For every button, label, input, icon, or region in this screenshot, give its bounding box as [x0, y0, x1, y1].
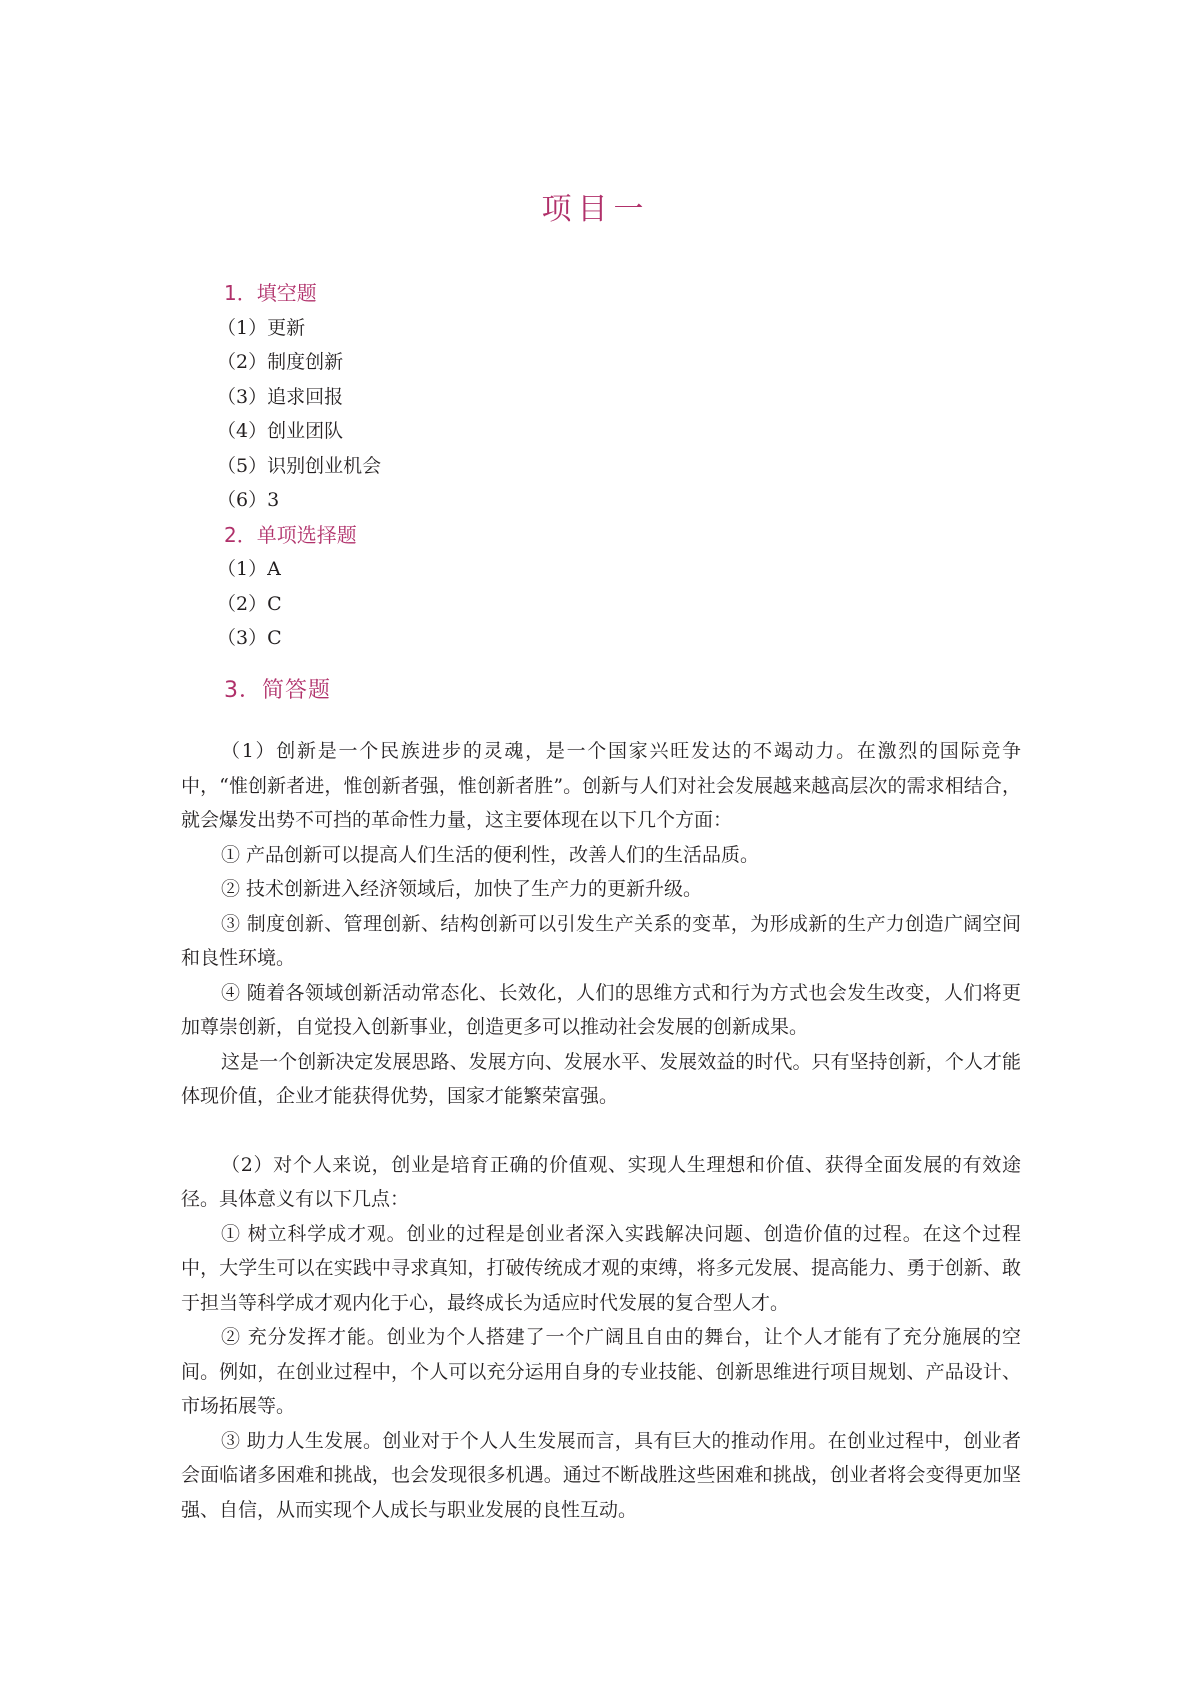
paragraph: ② 技术创新进入经济领域后，加快了生产力的更新升级。	[221, 878, 703, 900]
section-heading-fill-blank: 1．填空题	[224, 281, 317, 305]
page-title: 项目一	[541, 192, 650, 227]
list-item: （1）A	[217, 558, 281, 580]
short-answer-2	[181, 1148, 1021, 1528]
list-item: （5）识别创业机会	[217, 454, 382, 477]
list-item: （1）更新	[217, 316, 306, 339]
paragraph: ① 树立科学成才观。创业的过程是创业者深入实践解决问题、创造价值的过程。在这个过程中，大学生可以在实践中寻求真知，打破传统成才观的束缚，将多元发展、提高能力、勇于创新、敢于担当等科学成才观内化于心，最终成长为适应时代发展的复合型人才。	[181, 1222, 1021, 1314]
paragraph: ④ 随着各领域创新活动常态化、长效化，人们的思维方式和行为方式也会发生改变，人们将更加尊崇创新，自觉投入创新事业，创造更多可以推动社会发展的创新成果。	[181, 981, 1021, 1038]
short-answer-1	[181, 734, 1021, 1114]
paragraph: 这是一个创新决定发展思路、发展方向、发展水平、发展效益的时代。只有坚持创新，个人才能体现价值，企业才能获得优势，国家才能繁荣富强。	[181, 1050, 1021, 1107]
fill-blank-list	[181, 311, 1021, 518]
section-heading-single-choice: 2．单项选择题	[224, 522, 357, 547]
list-item: （3）追求回报	[217, 385, 344, 408]
list-item: （2）制度创新	[217, 351, 344, 373]
paragraph: （2）对个人来说，创业是培育正确的价值观、实现人生理想和价值、获得全面发展的有效途径。具体意义有以下几点：	[181, 1153, 1021, 1210]
list-item: （6）3	[217, 489, 280, 511]
list-item: （3）C	[217, 627, 282, 649]
paragraph: ② 充分发挥才能。创业为个人搭建了一个广阔且自由的舞台，让个人才能有了充分施展的空间。例如，在创业过程中，个人可以充分运用自身的专业技能、创新思维进行项目规划、产品设计、市场拓展等。	[181, 1326, 1021, 1417]
section-heading-short-answer: 3．简答题	[224, 677, 331, 703]
spacer	[181, 1114, 1021, 1148]
paragraph: ③ 制度创新、管理创新、结构创新可以引发生产关系的变革，为形成新的生产力创造广阔空间和良性环境。	[181, 912, 1021, 969]
list-item: （2）C	[217, 592, 282, 615]
list-item: （4）创业团队	[217, 420, 344, 442]
paragraph: （1）创新是一个民族进步的灵魂，是一个国家兴旺发达的不竭动力。在激烈的国际竞争中，“惟创新者进，惟创新者强，惟创新者胜”。创新与人们对社会发展越来越高层次的需求相结合，就会爆发出势不可挡的革命性力量，这主要体现在以下几个方面：	[181, 740, 1021, 831]
answer-content	[181, 276, 1021, 1527]
paragraph: ① 产品创新可以提高人们生活的便利性，改善人们的生活品质。	[221, 843, 760, 866]
paragraph: ③ 助力人生发展。创业对于个人人生发展而言，具有巨大的推动作用。在创业过程中，创业者会面临诸多困难和挑战，也会发现很多机遇。通过不断战胜这些困难和挑战，创业者将会变得更加坚强、自信，从而实现个人成长与职业发展的良性互动。	[181, 1429, 1021, 1521]
single-choice-list	[181, 552, 1021, 656]
